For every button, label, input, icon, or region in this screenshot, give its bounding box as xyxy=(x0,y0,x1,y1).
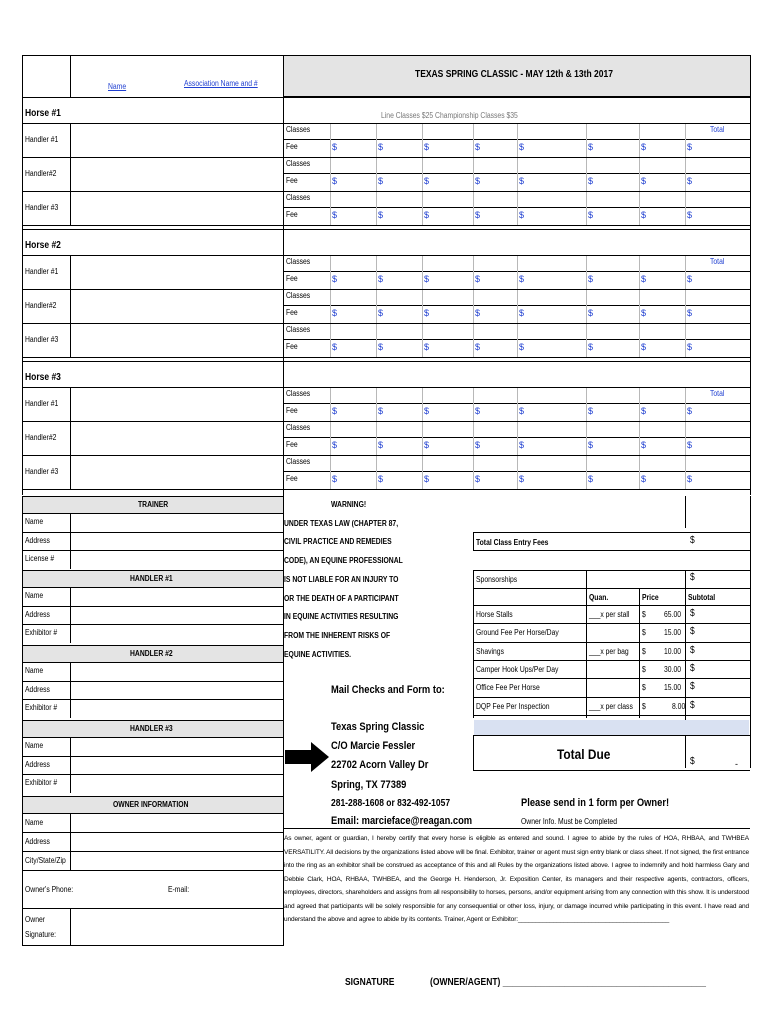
fee-row-label: Ground Fee Per Horse/Day xyxy=(476,628,559,638)
warning-line-3: CIVIL PRACTICE AND REMEDIES xyxy=(284,537,392,547)
fee-dollar-cell[interactable]: $ xyxy=(588,308,594,318)
fee-row-price: 30.00 xyxy=(664,664,682,674)
page-title: TEXAS SPRING CLASSIC - MAY 12th & 13th 2017 xyxy=(415,69,613,80)
price-column-header: Price xyxy=(642,593,659,602)
classes-label: Classes xyxy=(286,423,311,432)
classes-label: Classes xyxy=(286,325,311,334)
fee-dollar-cell[interactable]: $ xyxy=(332,406,338,416)
owner-phone-input[interactable] xyxy=(90,880,160,896)
trainer-license-label: License # xyxy=(25,554,55,563)
fee-row-subtotal[interactable]: $ xyxy=(690,699,695,711)
fee-dollar-cell[interactable]: $ xyxy=(687,406,693,416)
fee-label: Fee xyxy=(286,274,298,283)
classes-label: Classes xyxy=(286,159,311,168)
fee-row-label: Camper Hook Ups/Per Day xyxy=(476,664,559,674)
fee-row-price: 8.00 xyxy=(672,701,686,711)
fee-dollar-cell[interactable]: $ xyxy=(588,274,594,284)
warning-line-2: UNDER TEXAS LAW (CHAPTER 87, xyxy=(284,518,399,528)
fee-dollar-cell[interactable]: $ xyxy=(475,440,481,450)
handler3-exhibitor-input[interactable] xyxy=(71,775,282,792)
mail-heading: Mail Checks and Form to: xyxy=(331,684,445,696)
fee-dollar-cell[interactable]: $ xyxy=(519,274,525,284)
fee-dollar-cell[interactable]: $ xyxy=(424,342,430,352)
fee-row-label: Horse Stalls xyxy=(476,610,513,619)
fee-dollar-cell[interactable]: $ xyxy=(641,176,647,186)
warning-line-6: OR THE DEATH OF A PARTICIPANT xyxy=(284,593,399,603)
signature-label: SIGNATURE xyxy=(345,977,395,988)
handler1-exhibitor-label: Exhibitor # xyxy=(25,628,58,637)
horse-1-label: Horse #1 xyxy=(25,108,61,119)
handler2-exhibitor-input[interactable] xyxy=(71,700,282,717)
total-class-entry-fees-label: Total Class Entry Fees xyxy=(476,538,549,547)
trainer-address-label: Address xyxy=(25,535,50,545)
arrow-right-icon xyxy=(285,740,331,774)
fee-dollar-cell[interactable]: $ xyxy=(424,274,430,284)
owner-name-label: Name xyxy=(25,818,44,827)
fee-row-label: Office Fee Per Horse xyxy=(476,683,540,693)
fee-dollar-cell[interactable]: $ xyxy=(641,440,647,450)
fee-row-quantity[interactable]: ___x per bag xyxy=(589,646,629,656)
owner-signature-input[interactable] xyxy=(71,909,282,945)
warning-line-7: IN EQUINE ACTIVITIES RESULTING xyxy=(284,612,399,622)
fee-dollar-cell[interactable]: $ xyxy=(519,474,525,484)
horse-3-handler-2-label: Handler#2 xyxy=(25,433,57,442)
fee-row-label: Shavings xyxy=(476,646,504,656)
fee-dollar-cell[interactable]: $ xyxy=(378,474,384,484)
mail-email: Email: marcieface@reagan.com xyxy=(331,815,473,827)
handler3-exhibitor-label: Exhibitor # xyxy=(25,778,58,787)
fee-dollar-cell[interactable]: $ xyxy=(687,142,693,152)
fee-dollar-cell[interactable]: $ xyxy=(519,176,525,186)
fee-label: Fee xyxy=(286,210,298,219)
legal-text: As owner, agent or guardian, I hereby certify that every horse is eligible as entered and sound. I agree to abide by the rules of HOA, RHBAA, and TWHBEA VERSATILITY. All decisions by the organizations listed above will be final. Exhibitor, trainer or agent must sign entry blank or class sheet. If not signed, the first entrance into the ring as an exhibitor shall be construed as acceptance of this and all Rules by the organizations listed above. I agree to indemnify and hold harmless Gary and Debbie Clark, HOA, RHBAA, TWHBEA, and the George H. Henderson, Jr. Exposition Center, its managers and their respective agents, contractors, officers, employees, directors, shareholders and assigns from all responsibility to horses, persons, and/or equipment arising from any connection with this show. It is understood and agreed that participants will be solely responsible for any consequential or other loss, injury, or damage incurred while participating in this event. I have read and understand the above and agree to abide by its contents. Trainer, Agent or Exhibitor:___________________________________________ xyxy=(284,835,749,923)
fee-dollar-cell[interactable]: $ xyxy=(475,406,481,416)
handler3-address-input[interactable] xyxy=(71,757,282,774)
fee-dollar-cell[interactable]: $ xyxy=(378,210,384,220)
horse-3-handler-3-label: Handler #3 xyxy=(25,467,59,476)
fee-dollar-cell[interactable]: $ xyxy=(588,440,594,450)
horse-2-handler-3-label: Handler #3 xyxy=(25,335,59,344)
handler1-name-label: Name xyxy=(25,591,44,600)
fee-dollar-cell[interactable]: $ xyxy=(588,342,594,352)
classes-label: Classes xyxy=(286,193,311,202)
fee-dollar-cell[interactable]: $ xyxy=(378,274,384,284)
total-due-value[interactable]: - xyxy=(735,759,738,769)
mail-line-4: Spring, TX 77389 xyxy=(331,779,407,791)
horse-2-label: Horse #2 xyxy=(25,240,61,251)
fee-dollar-cell[interactable]: $ xyxy=(588,142,594,152)
fee-dollar-cell[interactable]: $ xyxy=(588,474,594,484)
horse-1-handler-2-input[interactable] xyxy=(71,158,282,190)
fee-dollar-cell[interactable]: $ xyxy=(519,210,525,220)
classes-label: Classes xyxy=(286,257,311,266)
fee-dollar-cell[interactable]: $ xyxy=(519,142,525,152)
fee-dollar-cell[interactable]: $ xyxy=(332,342,338,352)
fee-row-price-dollar: $ xyxy=(642,610,646,619)
fee-dollar-cell[interactable]: $ xyxy=(641,274,647,284)
fee-dollar-cell[interactable]: $ xyxy=(378,406,384,416)
warning-line-8: FROM THE INHERENT RISKS OF xyxy=(284,630,391,640)
mail-line-1: Texas Spring Classic xyxy=(331,721,425,733)
name-column-label: Name xyxy=(108,82,127,91)
fee-label: Fee xyxy=(286,406,298,415)
fee-row-label: DQP Fee Per Inspection xyxy=(476,701,550,711)
horse-3-label: Horse #3 xyxy=(25,372,61,383)
fee-dollar-cell[interactable]: $ xyxy=(332,440,338,450)
total-label: Total xyxy=(710,389,725,398)
fee-dollar-cell[interactable]: $ xyxy=(641,406,647,416)
handler1-section-title: HANDLER #1 xyxy=(130,574,173,583)
horse-3-handler-1-input[interactable] xyxy=(71,388,282,420)
fee-row-subtotal[interactable]: $ xyxy=(690,681,695,693)
fee-label: Fee xyxy=(286,440,298,449)
fee-row-price: 15.00 xyxy=(664,683,682,693)
fee-dollar-cell[interactable]: $ xyxy=(424,308,430,318)
warning-line-9: EQUINE ACTIVITIES. xyxy=(284,649,352,659)
warning-line-4: CODE), AN EQUINE PROFESSIONAL xyxy=(284,556,403,566)
horse-2-handler-2-input[interactable] xyxy=(71,290,282,322)
total-label: Total xyxy=(710,257,725,266)
owner-city-input[interactable] xyxy=(71,852,282,870)
handler1-exhibitor-input[interactable] xyxy=(71,625,282,642)
horse-3-handler-2-input[interactable] xyxy=(71,422,282,454)
fee-row-quantity[interactable]: ___x per class xyxy=(589,701,633,711)
total-class-entry-fees-value[interactable]: $ xyxy=(690,535,695,546)
fee-label: Fee xyxy=(286,342,298,351)
owner-signature-label-2: Signature: xyxy=(25,930,56,939)
fee-dollar-cell[interactable]: $ xyxy=(687,274,693,284)
classes-label: Classes xyxy=(286,389,311,398)
handler2-exhibitor-label: Exhibitor # xyxy=(25,703,58,712)
fee-row-price-dollar: $ xyxy=(642,701,646,711)
fee-dollar-cell[interactable]: $ xyxy=(475,274,481,284)
fee-dollar-cell[interactable]: $ xyxy=(475,176,481,186)
horse-1-handler-3-input[interactable] xyxy=(71,192,282,224)
trainer-address-input[interactable] xyxy=(71,533,282,550)
fee-row-price-dollar: $ xyxy=(642,664,646,674)
association-column-label: Association Name and # xyxy=(184,79,258,88)
horse-2-handler-1-label: Handler #1 xyxy=(25,267,59,276)
fee-dollar-cell[interactable]: $ xyxy=(378,176,384,186)
owner-address-input[interactable] xyxy=(71,833,282,851)
mail-line-3: 22702 Acorn Valley Dr xyxy=(331,759,429,771)
blank-row xyxy=(474,720,749,735)
fee-dollar-cell[interactable]: $ xyxy=(588,406,594,416)
fee-dollar-cell[interactable]: $ xyxy=(519,342,525,352)
trainer-section-title: TRAINER xyxy=(138,500,169,509)
fee-dollar-cell[interactable]: $ xyxy=(475,474,481,484)
fee-row-quantity[interactable]: ___x per stall xyxy=(589,610,630,619)
fee-dollar-cell[interactable]: $ xyxy=(332,274,338,284)
horse-1-handler-3-label: Handler #3 xyxy=(25,203,59,212)
horse-2-handler-3-input[interactable] xyxy=(71,324,282,356)
owner-info-notice: Owner Info. Must be Completed xyxy=(521,817,618,826)
fee-dollar-cell[interactable]: $ xyxy=(641,308,647,318)
owner-name-input[interactable] xyxy=(71,814,282,832)
handler3-section-title: HANDLER #3 xyxy=(130,724,173,733)
fee-row-subtotal[interactable]: $ xyxy=(690,626,695,638)
fee-dollar-cell[interactable]: $ xyxy=(641,210,647,220)
fee-row-subtotal[interactable]: $ xyxy=(690,644,695,656)
fee-dollar-cell[interactable]: $ xyxy=(424,210,430,220)
total-due-dollar: $ xyxy=(690,756,695,767)
fee-dollar-cell[interactable]: $ xyxy=(475,142,481,152)
classes-label: Classes xyxy=(286,291,311,300)
owner-city-label: City/State/Zip xyxy=(25,856,66,865)
fee-label: Fee xyxy=(286,176,298,185)
fee-dollar-cell[interactable]: $ xyxy=(378,308,384,318)
handler2-name-input[interactable] xyxy=(71,663,282,680)
handler1-name-input[interactable] xyxy=(71,588,282,605)
quantity-column-header: Quan. xyxy=(589,593,609,602)
owner-email-label: E-mail: xyxy=(168,885,190,894)
fee-row-price-dollar: $ xyxy=(642,683,646,693)
class-prices-note: Line Classes $25 Championship Classes $35 xyxy=(381,111,518,120)
horse-1-handler-2-label: Handler#2 xyxy=(25,169,57,178)
horse-2-handler-1-input[interactable] xyxy=(71,256,282,288)
fee-dollar-cell[interactable]: $ xyxy=(378,142,384,152)
fee-row-price: 15.00 xyxy=(664,628,682,638)
fee-dollar-cell[interactable]: $ xyxy=(641,142,647,152)
signature-line[interactable]: (OWNER/AGENT) ___________________________________________ xyxy=(430,977,706,988)
fee-dollar-cell[interactable]: $ xyxy=(687,210,693,220)
fee-dollar-cell[interactable]: $ xyxy=(424,440,430,450)
owner-signature-label-1: Owner xyxy=(25,915,46,924)
owner-email-input[interactable] xyxy=(200,880,280,896)
fee-dollar-cell[interactable]: $ xyxy=(475,210,481,220)
fee-dollar-cell[interactable]: $ xyxy=(588,210,594,220)
handler2-address-input[interactable] xyxy=(71,682,282,699)
fee-dollar-cell[interactable]: $ xyxy=(687,440,693,450)
fee-dollar-cell[interactable]: $ xyxy=(424,142,430,152)
handler2-address-label: Address xyxy=(25,684,50,694)
fee-dollar-cell[interactable]: $ xyxy=(332,210,338,220)
fee-dollar-cell[interactable]: $ xyxy=(378,342,384,352)
horse-2-handler-2-label: Handler#2 xyxy=(25,301,57,310)
fee-row-price-dollar: $ xyxy=(642,628,646,638)
fee-dollar-cell[interactable]: $ xyxy=(424,406,430,416)
fee-label: Fee xyxy=(286,474,298,483)
mail-phone: 281-288-1608 or 832-492-1057 xyxy=(331,798,451,809)
fee-dollar-cell[interactable]: $ xyxy=(475,308,481,318)
mail-line-2: C/O Marcie Fessler xyxy=(331,740,416,752)
sponsorships-value[interactable]: $ xyxy=(690,572,695,583)
fee-dollar-cell[interactable]: $ xyxy=(687,308,693,318)
fee-row-price-dollar: $ xyxy=(642,646,646,656)
fee-dollar-cell[interactable]: $ xyxy=(687,474,693,484)
fee-dollar-cell[interactable]: $ xyxy=(641,474,647,484)
fee-dollar-cell[interactable]: $ xyxy=(332,474,338,484)
handler2-section-title: HANDLER #2 xyxy=(130,649,173,658)
handler3-name-label: Name xyxy=(25,741,44,750)
fee-row-subtotal[interactable]: $ xyxy=(690,608,695,619)
fee-label: Fee xyxy=(286,308,298,317)
horse-1-handler-1-label: Handler #1 xyxy=(25,135,59,144)
fee-dollar-cell[interactable]: $ xyxy=(475,342,481,352)
owner-address-label: Address xyxy=(25,837,50,846)
fee-dollar-cell[interactable]: $ xyxy=(687,176,693,186)
fee-dollar-cell[interactable]: $ xyxy=(332,308,338,318)
fee-dollar-cell[interactable]: $ xyxy=(332,176,338,186)
warning-line-5: IS NOT LIABLE FOR AN INJURY TO xyxy=(284,574,399,584)
fee-label: Fee xyxy=(286,142,298,151)
handler3-name-input[interactable] xyxy=(71,738,282,755)
fee-row-price: 65.00 xyxy=(664,610,682,619)
handler3-address-label: Address xyxy=(25,759,50,769)
fee-dollar-cell[interactable]: $ xyxy=(641,342,647,352)
fee-dollar-cell[interactable]: $ xyxy=(687,342,693,352)
warning-line-1: WARNING! xyxy=(331,500,367,509)
fee-dollar-cell[interactable]: $ xyxy=(519,308,525,318)
subtotal-column-header: Subtotal xyxy=(688,593,716,602)
classes-label: Classes xyxy=(286,457,311,466)
fee-dollar-cell[interactable]: $ xyxy=(378,440,384,450)
total-due-label: Total Due xyxy=(557,746,611,762)
trainer-license-input[interactable] xyxy=(71,551,282,568)
trainer-name-label: Name xyxy=(25,517,44,526)
owner-section-title: OWNER INFORMATION xyxy=(113,800,189,809)
fee-dollar-cell[interactable]: $ xyxy=(424,176,430,186)
trainer-name-input[interactable] xyxy=(71,514,282,531)
total-label: Total xyxy=(710,125,725,134)
fee-dollar-cell[interactable]: $ xyxy=(588,176,594,186)
horse-3-handler-3-input[interactable] xyxy=(71,456,282,488)
classes-label: Classes xyxy=(286,125,311,134)
horse-1-handler-1-input[interactable] xyxy=(71,124,282,156)
fee-dollar-cell[interactable]: $ xyxy=(332,142,338,152)
fee-dollar-cell[interactable]: $ xyxy=(519,406,525,416)
handler2-name-label: Name xyxy=(25,666,44,675)
fee-dollar-cell[interactable]: $ xyxy=(424,474,430,484)
horse-3-handler-1-label: Handler #1 xyxy=(25,399,59,408)
fee-row-subtotal[interactable]: $ xyxy=(690,662,695,674)
owner-phone-label: Owner's Phone: xyxy=(25,885,74,894)
sponsorships-label: Sponsorships xyxy=(476,575,518,584)
fee-dollar-cell[interactable]: $ xyxy=(519,440,525,450)
handler1-address-label: Address xyxy=(25,609,50,619)
handler1-address-input[interactable] xyxy=(71,607,282,624)
send-notice: Please send in 1 form per Owner! xyxy=(521,797,670,809)
fee-row-price: 10.00 xyxy=(664,646,682,656)
